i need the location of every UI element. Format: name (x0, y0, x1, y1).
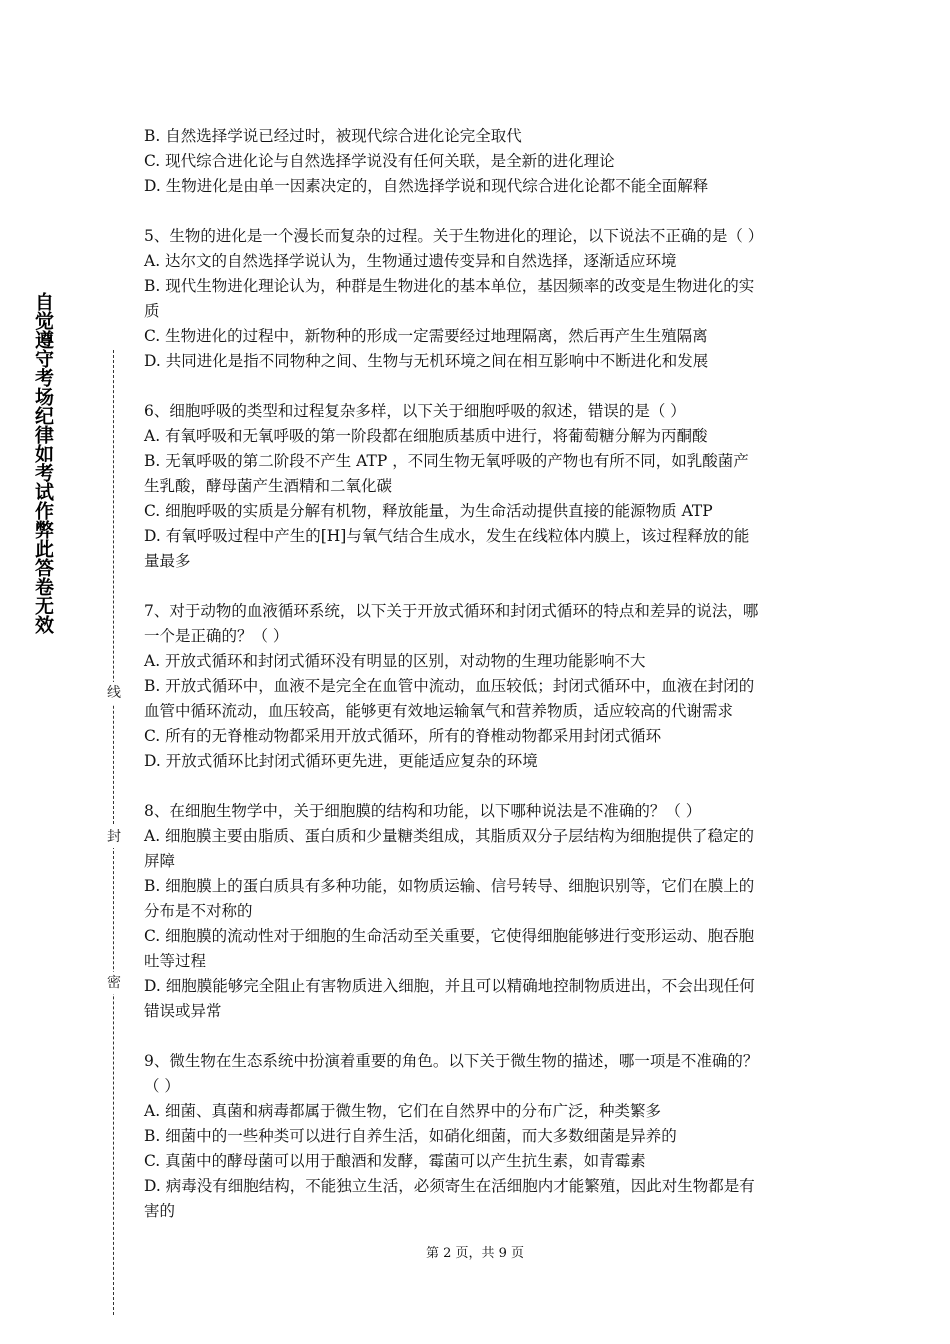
option-a: A. 细菌、真菌和病毒都属于微生物，它们在自然界中的分布广泛，种类繁多 (144, 1102, 662, 1120)
question-stem: 6、细胞呼吸的类型和过程复杂多样，以下关于细胞呼吸的叙述，错误的是（ ） (144, 402, 686, 420)
option-d: D. 有氧呼吸过程中产生的[H]与氧气结合生成水，发生在线粒体内膜上，该过程释放的能 (144, 527, 750, 545)
question-9 (144, 1049, 810, 1224)
option-d: D. 生物进化是由单一因素决定的，自然选择学说和现代综合进化论都不能全面解释 (144, 177, 709, 195)
option-b: B. 自然选择学说已经过时，被现代综合进化论完全取代 (144, 127, 522, 145)
binding-label-mi: 密 (104, 972, 124, 994)
question-8 (144, 799, 810, 1024)
page-number-footer: 第 2 页，共 9 页 (425, 1246, 525, 1261)
option-d-continued: 错误或异常 (144, 1002, 222, 1020)
option-b: B. 细菌中的一些种类可以进行自养生活，如硝化细菌，而大多数细菌是异养的 (144, 1127, 677, 1145)
exam-discipline-warning: 自觉遵守考场纪律如考试作弊此答卷无效 (32, 292, 54, 634)
option-b-continued: 质 (144, 302, 160, 320)
option-b: B. 细胞膜上的蛋白质具有多种功能，如物质运输、信号转导、细胞识别等，它们在膜上的 (144, 877, 755, 895)
option-c: C. 生物进化的过程中，新物种的形成一定需要经过地理隔离，然后再产生生殖隔离 (144, 327, 708, 345)
option-a: A. 有氧呼吸和无氧呼吸的第一阶段都在细胞质基质中进行，将葡萄糖分解为丙酮酸 (144, 427, 708, 445)
option-b: B. 现代生物进化理论认为，种群是生物进化的基本单位，基因频率的改变是生物进化的实 (144, 277, 755, 295)
question-7 (144, 599, 810, 774)
option-d: D. 病毒没有细胞结构，不能独立生活，必须寄生在活细胞内才能繁殖，因此对生物都是有 (144, 1177, 755, 1195)
question-stem-continued: （ ） (144, 1077, 180, 1095)
option-b: B. 无氧呼吸的第二阶段不产生 ATP ，不同生物无氧呼吸的产物也有所不同，如乳酸菌产 (144, 452, 749, 470)
binding-label-feng: 封 (104, 826, 124, 848)
question-stem: 7、对于动物的血液循环系统，以下关于开放式循环和封闭式循环的特点和差异的说法，哪 (144, 602, 759, 620)
question-stem: 5、生物的进化是一个漫长而复杂的过程。关于生物进化的理论，以下说法不正确的是（ ） (144, 227, 764, 245)
question-stem-continued: 一个是正确的？（ ） (144, 627, 289, 645)
question-5 (144, 224, 810, 374)
option-d-continued: 量最多 (144, 552, 191, 570)
option-c-continued: 吐等过程 (144, 952, 207, 970)
option-b-continued: 分布是不对称的 (144, 902, 253, 920)
question-4-options (144, 124, 810, 199)
option-d-continued: 害的 (144, 1202, 176, 1220)
binding-label-xian: 线 (104, 682, 124, 704)
option-d: D. 开放式循环比封闭式循环更先进，更能适应复杂的环境 (144, 752, 538, 770)
option-c: C. 现代综合进化论与自然选择学说没有任何关联，是全新的进化理论 (144, 152, 615, 170)
question-stem: 8、在细胞生物学中，关于细胞膜的结构和功能，以下哪种说法是不准确的？（ ） (144, 802, 702, 820)
option-a-continued: 屏障 (144, 852, 176, 870)
option-b: B. 开放式循环中，血液不是完全在血管中流动，血压较低；封闭式循环中，血液在封闭的 (144, 677, 755, 695)
question-content (144, 124, 810, 1249)
option-d: D. 共同进化是指不同物种之间、生物与无机环境之间在相互影响中不断进化和发展 (144, 352, 709, 370)
option-c: C. 真菌中的酵母菌可以用于酿酒和发酵，霉菌可以产生抗生素，如青霉素 (144, 1152, 646, 1170)
option-d: D. 细胞膜能够完全阻止有害物质进入细胞，并且可以精确地控制物质进出，不会出现任何 (144, 977, 755, 995)
option-a: A. 达尔文的自然选择学说认为，生物通过遗传变异和自然选择，逐渐适应环境 (144, 252, 677, 270)
option-b-continued: 血管中循环流动，血压较高，能够更有效地运输氧气和营养物质，适应较高的代谢需求 (144, 702, 734, 720)
option-c: C. 细胞膜的流动性对于细胞的生命活动至关重要，它使得细胞能够进行变形运动、胞吞胞 (144, 927, 755, 945)
option-c: C. 细胞呼吸的实质是分解有机物，释放能量，为生命活动提供直接的能源物质 ATP (144, 502, 713, 520)
question-stem: 9、微生物在生态系统中扮演着重要的角色。以下关于微生物的描述，哪一项是不准确的？ (144, 1052, 759, 1070)
option-a: A. 细胞膜主要由脂质、蛋白质和少量糖类组成，其脂质双分子层结构为细胞提供了稳定的 (144, 827, 755, 845)
option-b-continued: 生乳酸，酵母菌产生酒精和二氧化碳 (144, 477, 393, 495)
question-6 (144, 399, 810, 574)
option-a: A. 开放式循环和封闭式循环没有明显的区别，对动物的生理功能影响不大 (144, 652, 646, 670)
option-c: C. 所有的无脊椎动物都采用开放式循环，所有的脊椎动物都采用封闭式循环 (144, 727, 662, 745)
